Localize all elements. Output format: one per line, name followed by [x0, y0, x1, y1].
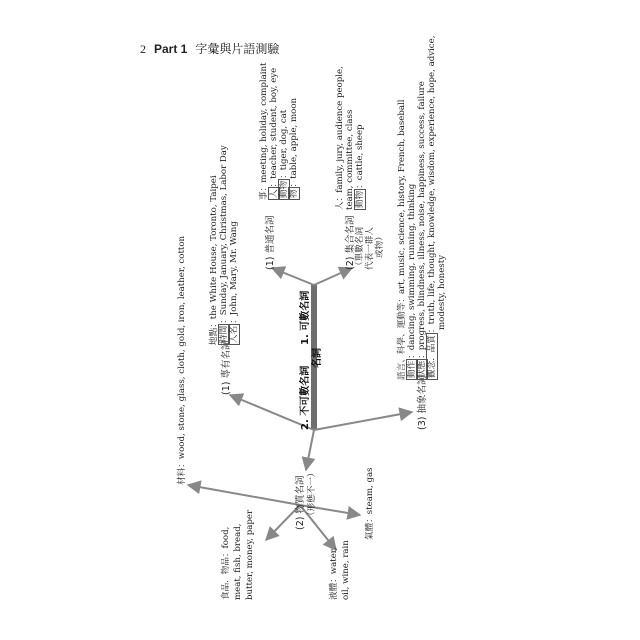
common-noun-title: (1) 普通名詞 [265, 215, 276, 270]
collective-people-line-2: team, committee, class [345, 109, 355, 210]
tag-animal: 動物 [279, 180, 289, 198]
common-line-event: 事：meeting, holiday, complaint [259, 62, 269, 200]
abstract-line-fields: 語言、科學、運動等：art, music, science, history, French, baseball [397, 99, 407, 380]
collective-people-line: 人：family, jury, audience people, [335, 66, 345, 210]
part-label: Part 1 [154, 42, 188, 56]
collective-note-2: 代表一群人 [365, 227, 375, 270]
tag-action: 動作 [407, 360, 417, 378]
tag-name: 人名 [229, 325, 239, 343]
material-liquid-line-1: 液體：water, [329, 547, 339, 600]
material-food-line-1: 食品．物品：food, [221, 526, 231, 600]
arrow-to-materials [188, 485, 300, 505]
tag-person: 人 [269, 189, 279, 198]
common-line-person: 人：teacher, student, boy, eye [269, 67, 279, 198]
material-materials-line: 材料：wood, stone, glass, cloth, gold, iron, leather, cotton [177, 235, 187, 485]
arrow-to-abstract [314, 412, 412, 430]
tag-object: 物 [289, 189, 299, 198]
common-line-object: 物：table, apple, moon [289, 97, 299, 198]
chapter-title: 字彙與片語測驗 [195, 42, 280, 56]
abstract-line-concept-cont: modesty, honesty [437, 255, 447, 330]
uncountable-noun-label: 2. 不可數名詞 [300, 365, 311, 430]
common-line-animal: 動物：tiger, dog, cat [279, 109, 289, 198]
material-noun-subtitle: （形態不一） [307, 468, 317, 520]
proper-line-name: 人名：John, Mary, Mr. Wang [229, 221, 239, 343]
tag-collective-people: 人 [335, 201, 345, 210]
countable-noun-label: 1. 可數名詞 [300, 290, 311, 345]
tag-concept: 觀念．品質 [427, 335, 437, 378]
noun-center-label: 名詞 [312, 348, 323, 368]
material-food-line-2: meat, fish, bread, [233, 523, 243, 600]
material-food-line-3: butter, money, paper [245, 509, 255, 600]
tag-place: 地點 [209, 327, 219, 345]
abstract-noun-title: (3) 抽象名詞 [417, 375, 428, 430]
abstract-line-action: 動作：dancing, swimming, running, thinking [407, 183, 417, 378]
tag-state: 狀態 [417, 360, 427, 378]
tag-collective-animal: 動物 [355, 190, 365, 208]
material-liquid-line-2: oil, wine, rain [341, 540, 351, 600]
arrow-to-collective [314, 268, 352, 285]
collective-note-3: 或物） [375, 232, 385, 258]
arrow-to-common [272, 268, 314, 285]
proper-noun-title: (1) 專有名詞 [221, 340, 232, 395]
collective-animal-line: 動物：cattle, sheep [355, 124, 365, 208]
abstract-line-state: 狀態：progress, blindness, illness, noise, happiness, success, failure [417, 81, 427, 378]
collective-note-1: （單數名詞 [355, 227, 365, 270]
proper-line-place: 地點：the White House, Toronto, Taipei [209, 175, 219, 345]
tag-event: 事 [259, 191, 269, 200]
proper-line-time: 時間：Sunday, January, Christmas, Labor Day [219, 145, 229, 343]
material-noun-title: (2) 物質名詞 [295, 475, 306, 530]
page-number: 2 [140, 42, 146, 56]
tag-time: 時間 [219, 325, 229, 343]
collective-noun-title: (2) 集合名詞 [345, 215, 356, 270]
material-gas-line: 氣體：steam, gas [365, 467, 375, 540]
arrow-to-material [306, 430, 314, 470]
abstract-line-concept: 觀念．品質：truth, life, thought, knowledge, wisdom, experience, hope, advice, [427, 35, 437, 378]
